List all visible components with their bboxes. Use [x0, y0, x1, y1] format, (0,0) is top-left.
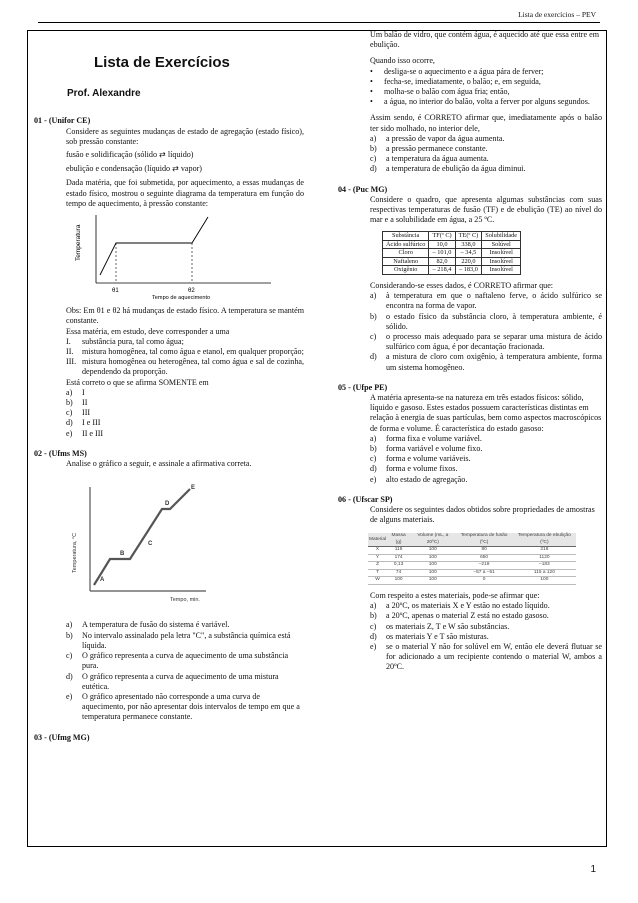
y-label: Temperatura, °C [72, 533, 78, 574]
left-column [34, 30, 304, 743]
q01-heading: 01 - (Unifor CE) [34, 116, 91, 126]
q06-option-c[interactable]: c) os materiais Z, T e W são substâncias. [370, 621, 510, 631]
author: Prof. Alexandre [67, 88, 141, 100]
heating-diagram-1 [66, 209, 296, 301]
q03-bullet: • molha-se o balão com água fria; então, [370, 87, 510, 97]
q01-option-d[interactable]: d) I e III [66, 418, 101, 428]
q06-heading: 06 - (Ufscar SP) [338, 494, 393, 504]
q01-line1: fusão e solidificação (sólido ⇄ líquido) [66, 150, 194, 160]
table-row: Naftaleno 82,0 220,0 Insolúvel [383, 257, 521, 266]
q04-heading: 04 - (Puc MG) [338, 184, 388, 194]
page-header: Lista de exercícios – PEV [518, 10, 596, 19]
heating-curve [94, 489, 190, 585]
q01-option-b[interactable]: b) II [66, 398, 88, 408]
page-number: 1 [590, 864, 596, 875]
q03-ask: Assim sendo, é CORRETO afirmar que, imediatamente após o balão ter sido molhado, no interior dele, [370, 113, 602, 133]
q01-intro: Considere as seguintes mudanças de estado de agregação (estado físico), sob pressão constante: [66, 126, 304, 146]
q06-option-a[interactable]: a) a 20ºC, os materiais X e Y estão no estado líquido. [370, 601, 550, 611]
q01-obs: Obs: Em θ1 e θ2 há mudanças de estado físico. A temperatura se mantém constante. [66, 306, 304, 326]
q02-intro: Analise o gráfico a seguir, e assinale a afirmativa correta. [66, 459, 252, 469]
q03-option-a[interactable]: a) a pressão de vapor da água aumenta. [370, 133, 505, 143]
table-row: Y 174 100 650 1120 [368, 554, 576, 562]
point-e-label: E [191, 485, 196, 492]
q04-option-c[interactable]: c) o processo mais adequado para se separar uma mistura de ácido sulfúrico com água, é por decantação fracionada. [370, 331, 602, 352]
theta1-label: θ1 [112, 288, 119, 295]
theta2-label: θ2 [188, 288, 195, 295]
q01-line2: ebulição e condensação (líquido ⇄ vapor) [66, 164, 203, 174]
header-rule [38, 22, 600, 23]
q05-options [338, 434, 602, 485]
q02-graph [34, 481, 304, 612]
q01-graph [34, 209, 304, 304]
q03-option-c[interactable]: c) a temperatura da água aumenta. [370, 154, 489, 164]
doc-title: Lista de Exercícios [94, 54, 230, 71]
q04-option-a[interactable]: a) à temperatura em que o naftaleno ferve, o ácido sulfúrico se encontra na forma de vapor. [370, 291, 602, 311]
q02-option-d[interactable]: d) O gráfico representa a curva de aquecimento de uma mistura eutética. [66, 671, 279, 691]
table-header-row: Substância TF(º C) TE(º C) Solubilidade [383, 232, 521, 241]
q05-option-d[interactable]: d) forma e volume fixos. [370, 464, 458, 474]
x-label: Tempo, min. [170, 597, 200, 604]
q03-bullets [338, 67, 602, 108]
q01-item: II. mistura homogênea, tal como água e etanol, em qualquer proporção; [66, 347, 304, 357]
q02-option-e[interactable]: e) O gráfico apresentado não corresponde a uma curva de aquecimento, por não apresentar dois intervalos de tempo em que a temperatura permanece constante. [66, 691, 300, 722]
q03-when: Quando isso ocorre, [370, 56, 435, 66]
table-row: Cloro – 101,0 – 34,5 Insolúvel [383, 249, 521, 258]
q01-options [34, 388, 304, 439]
table-row: Oxigênio – 218,4 – 183,0 Insolúvel [383, 266, 521, 275]
table-header-row: Material Massa (g) Volume (mL, a 20ºC) Temperatura de fusão (ºC) Temperatura de ebulição (ºC) [368, 533, 576, 547]
q01-ask: Está correto o que se afirma SOMENTE em [66, 377, 209, 387]
point-c-label: C [148, 541, 153, 548]
q04-options [338, 291, 602, 373]
table-row: X 115 100 80 218 [368, 547, 576, 555]
q06-option-b[interactable]: b) a 20ºC, apenas o material Z está no estado gasoso. [370, 611, 549, 621]
right-column [338, 30, 602, 673]
q01-option-c[interactable]: c) III [66, 408, 91, 418]
q03-intro: Um balão de vidro, que contém água, é aquecido até que essa entre em ebulição. [370, 30, 600, 50]
q02-options [34, 620, 304, 722]
q03-bullet: • desliga-se o aquecimento e a água pára de ferver; [370, 66, 544, 76]
q05-option-b[interactable]: b) forma variável e volume fixo. [370, 444, 483, 453]
x-label: Tempo de aquecimento [152, 295, 211, 302]
heating-diagram-2 [66, 481, 216, 609]
q04-option-d[interactable]: d) a mistura de cloro com oxigênio, à temperatura ambiente, forma um sistema homogêneo. [370, 352, 602, 372]
q01-item: III. mistura homogênea ou heterogênea, tal como água e sal de cozinha, dependendo da proporção. [66, 357, 304, 377]
q06-option-e[interactable]: e) se o material Y não for solúvel em W, então ele deverá flutuar se for adicionado a um recipiente contendo o material W, ambos a 20ºC. [370, 641, 602, 672]
point-a-label: A [100, 577, 105, 584]
q04-intro: Considere o quadro, que apresenta algumas substâncias com suas respectivas temperaturas de fusão (TF) e de ebulição (TE) ao nível do mar e a solubilidade em água, a 25 ºC. [370, 194, 602, 225]
q03-option-d[interactable]: d) a temperatura de ebulição da água diminui. [370, 164, 526, 174]
q03-heading: 03 - (Ufmg MG) [34, 732, 90, 742]
q04-option-b[interactable]: b) o estado físico da substância cloro, à temperatura ambiente, é sólido. [370, 311, 602, 331]
y-label: Temperatura [75, 224, 82, 262]
q06-table [368, 533, 576, 585]
q06-ask: Com respeito a estes materiais, pode-se afirmar que: [370, 590, 540, 600]
q05-intro: A matéria apresenta-se na natureza em três estados físicos: sólido, líquido e gasoso. Estes estados possuem características distintas em relação à energia de suas partículas, bem como aspectos macroscópicos de forma e volume. É característica do estado gasoso: [370, 392, 602, 433]
q01-desc: Dada matéria, que foi submetida, por aquecimento, a essas mudanças de estado físico, mostrou o seguinte diagrama da temperatura em função do tempo de aquecimento, à pressão constante: [66, 178, 304, 208]
q01-obs2: Essa matéria, em estudo, deve corresponder a uma [66, 326, 230, 336]
q01-item: I. substância pura, tal como água; [66, 336, 184, 346]
q02-option-c[interactable]: c) O gráfico representa a curva de aquecimento de uma substância pura. [66, 651, 289, 671]
q01-items [34, 337, 304, 378]
table-row: Z 0,13 100 –219 –183 [368, 562, 576, 570]
q02-option-b[interactable]: b) No intervalo assinalado pela letra "C", a substância química está líquida. [66, 630, 291, 650]
q06-intro: Considere os seguintes dados obtidos sobre propriedades de amostras de alguns materiais. [370, 505, 595, 525]
q03-options [338, 134, 602, 175]
q03-bullet: • fecha-se, imediatamente, o balão; e, em seguida, [370, 76, 541, 86]
q02-heading: 02 - (Ufms MS) [34, 448, 87, 458]
q01-option-a[interactable]: a) I [66, 387, 85, 397]
point-d-label: D [165, 501, 170, 508]
q05-option-c[interactable]: c) forma e volume variáveis. [370, 454, 471, 464]
q05-option-a[interactable]: a) forma fixa e volume variável. [370, 433, 482, 443]
table-row: W 100 100 0 100 [368, 577, 576, 585]
q05-option-e[interactable]: e) alto estado de agregação. [370, 474, 468, 484]
heating-curve [100, 217, 208, 275]
q03-bullet: • a água, no interior do balão, volta a ferver por alguns segundos. [370, 97, 590, 107]
q06-option-d[interactable]: d) os materiais Y e T são misturas. [370, 631, 489, 641]
q01-option-e[interactable]: e) II e III [66, 428, 104, 438]
q06-options [338, 601, 602, 672]
table-row: T 74 100 –57 a –51 115 a 120 [368, 569, 576, 577]
q04-table [382, 231, 521, 275]
q02-option-a[interactable]: a) A temperatura de fusão do sistema é variável. [66, 620, 230, 630]
q04-ask: Considerando-se esses dados, é CORRETO afirmar que: [370, 280, 554, 290]
q05-heading: 05 - (Ufpe PE) [338, 382, 388, 392]
table-row: Ácido sulfúrico 10,0 338,0 Solúvel [383, 240, 521, 249]
point-b-label: B [120, 551, 125, 558]
q03-option-b[interactable]: b) a pressão permanece constante. [370, 144, 488, 154]
